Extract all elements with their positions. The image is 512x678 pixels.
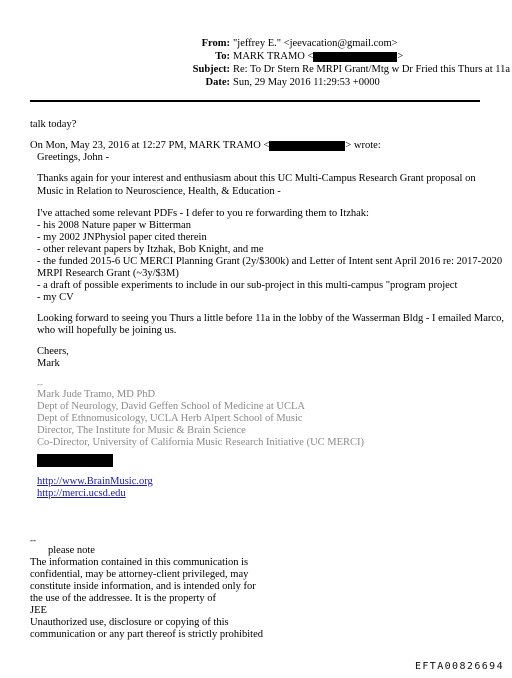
brainmusic-link[interactable]: http://www.BrainMusic.org bbox=[37, 476, 153, 487]
para1-line: Thanks again for your interest and enthusiasm about this UC Multi-Campus Research Grant proposal on bbox=[37, 173, 476, 184]
note-title: please note bbox=[48, 545, 95, 556]
redaction-box bbox=[269, 141, 345, 151]
redaction-box bbox=[37, 454, 113, 467]
para2-line: - a draft of possible experiments to include in our sub-project in this multi-campus "program project bbox=[37, 280, 458, 291]
to-value bbox=[233, 50, 403, 63]
to-suffix: > bbox=[397, 51, 404, 62]
note-line: confidential, may be attorney-client privileged, may bbox=[30, 569, 249, 580]
signature-line: Dept of Neurology, David Geffen School of Medicine at UCLA bbox=[37, 401, 305, 412]
para2-line: - other relevant papers by Itzhak, Bob Knight, and me bbox=[37, 244, 264, 255]
signature-line: Director, The Institute for Music & Brain Science bbox=[37, 425, 246, 436]
header-divider bbox=[30, 100, 480, 102]
redaction-box bbox=[313, 52, 397, 62]
from-label: From: bbox=[201, 38, 230, 49]
quote-intro bbox=[30, 140, 381, 153]
merci-link[interactable]: http://merci.ucsd.edu bbox=[37, 488, 126, 499]
footer-separator: -- bbox=[30, 535, 36, 545]
note-line: JEE bbox=[30, 605, 47, 616]
para2-line: MRPI Research Grant (~3y/$3M) bbox=[37, 268, 179, 279]
para2-line: - my 2002 JNPhysiol paper cited therein bbox=[37, 232, 207, 243]
date-value: Sun, 29 May 2016 11:29:53 +0000 bbox=[233, 77, 380, 88]
para1-line: Music in Relation to Neuroscience, Health, & Education - bbox=[37, 186, 281, 197]
signature-line: Mark Jude Tramo, MD PhD bbox=[37, 389, 156, 400]
note-line: Unauthorized use, disclosure or copying of this bbox=[30, 617, 229, 628]
para2-line: - the funded 2015-6 UC MERCI Planning Grant (2y/$300k) and Letter of Intent sent April 2016 re: 2017-2020 bbox=[37, 256, 503, 267]
signature-line: Dept of Ethnomusicology, UCLA Herb Alpert School of Music bbox=[37, 413, 303, 424]
greeting: Greetings, John - bbox=[37, 152, 110, 163]
subject-value: Re: To Dr Stern Re MRPI Grant/Mtg w Dr Fried this Thurs at 11a bbox=[233, 64, 511, 75]
date-label: Date: bbox=[205, 77, 230, 88]
quote-intro-prefix: On Mon, May 23, 2016 at 12:27 PM, MARK TRAMO < bbox=[30, 140, 270, 151]
para2-line: I've attached some relevant PDFs - I defer to you re forwarding them to Itzhak: bbox=[37, 208, 369, 219]
quote-intro-suffix: > wrote: bbox=[345, 140, 381, 151]
note-line: the use of the addressee. It is the property of bbox=[30, 593, 217, 604]
from-value: "jeffrey E." <jeevacation@gmail.com> bbox=[233, 38, 398, 49]
para3-line: Looking forward to seeing you Thurs a little before 11a in the lobby of the Wasserman Bldg - I emailed Marco, bbox=[37, 313, 504, 324]
note-line: communication or any part thereof is strictly prohibited bbox=[30, 629, 263, 640]
subject-label: Subject: bbox=[192, 64, 230, 75]
to-label: To: bbox=[215, 51, 230, 62]
signature-separator: -- bbox=[37, 379, 43, 389]
para3-line: who will hopefully be joining us. bbox=[37, 325, 177, 336]
note-line: The information contained in this communication is bbox=[30, 557, 249, 568]
to-prefix: MARK TRAMO < bbox=[233, 51, 314, 62]
closing: Cheers, bbox=[37, 346, 69, 357]
document-id: EFTA00826694 bbox=[414, 661, 504, 672]
signature-line: Co-Director, University of California Music Research Initiative (UC MERCI) bbox=[37, 437, 365, 448]
note-line: constitute inside information, and is intended only for bbox=[30, 581, 256, 592]
para2-line: - my CV bbox=[37, 292, 74, 303]
reply-text: talk today? bbox=[30, 119, 77, 130]
para2-line: - his 2008 Nature paper w Bitterman bbox=[37, 220, 191, 231]
signoff: Mark bbox=[37, 358, 60, 369]
